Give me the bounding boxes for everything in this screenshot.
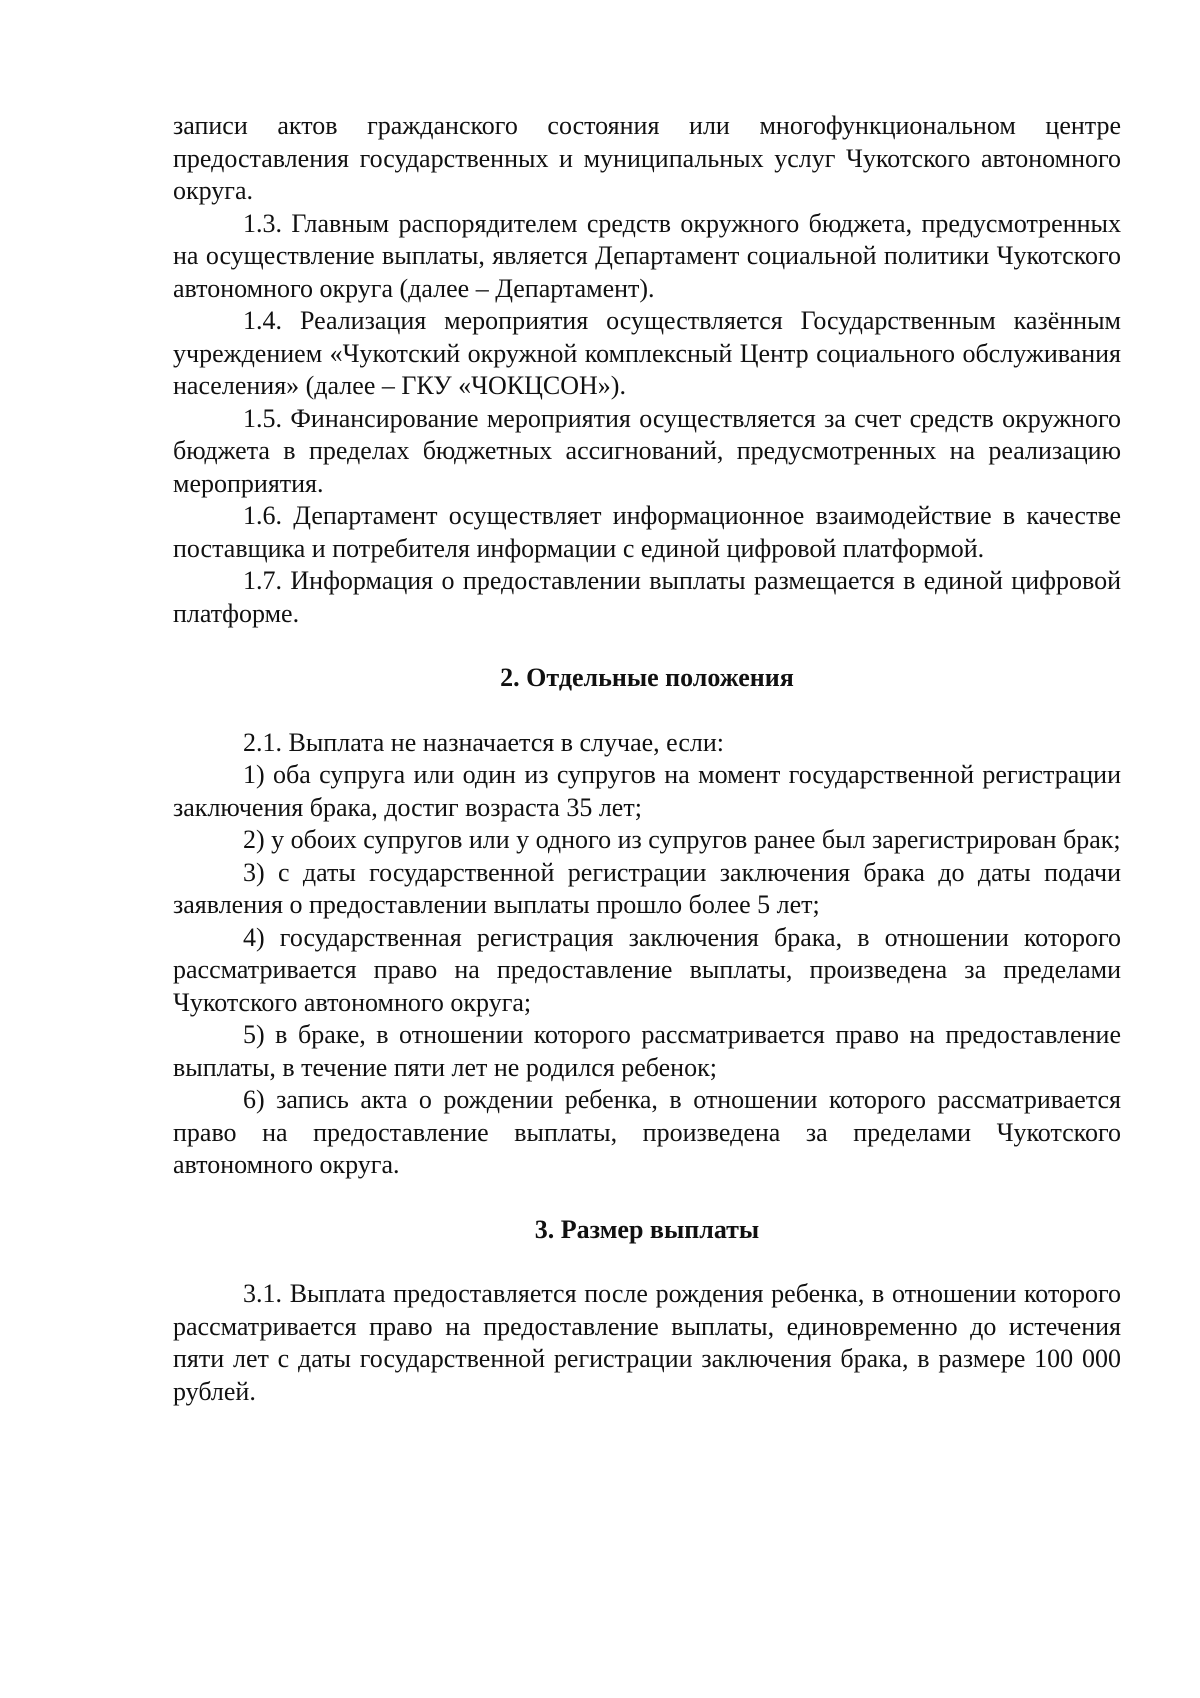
list-item-3: 3) с даты государственной регистрации заключения брака до даты подачи заявления о предоставлении выплаты прошло более 5 лет; [173,857,1121,919]
paragraph-1-5: 1.5. Финансирование мероприятия осуществляется за счет средств окружного бюджета в пределах бюджетных ассигнований, предусмотренных на реализацию мероприятия. [173,403,1121,498]
list-item-2: 2) у обоих супругов или у одного из супругов ранее был зарегистрирован брак; [243,825,1121,854]
paragraph-1-7: 1.7. Информация о предоставлении выплаты размещается в единой цифровой платформе. [173,566,1121,628]
list-item-6: 6) запись акта о рождении ребенка, в отношении которого рассматривается право на предоставление выплаты, произведена за пределами Чукотского автономного округа. [173,1085,1121,1179]
list-item-1: 1) оба супруга или один из супругов на момент государственной регистрации заключения брака, достиг возраста 35 лет; [173,760,1121,822]
list-item-5: 5) в браке, в отношении которого рассматривается право на предоставление выплаты, в течение пяти лет не родился ребенок; [173,1020,1121,1082]
paragraph-1-6: 1.6. Департамент осуществляет информационное взаимодействие в качестве поставщика и потребителя информации с единой цифровой платформой. [173,501,1121,563]
spacer [173,695,1121,727]
paragraph-continuation: записи актов гражданского состояния или многофункциональном центре предоставления государственных и муниципальных услуг Чукотского автономного округа. [173,111,1121,205]
spacer [173,630,1121,662]
section-2-heading: 2. Отдельные положения [500,663,794,692]
spacer [173,1246,1121,1278]
section-3-heading: 3. Размер выплаты [534,1214,760,1244]
list-item-4: 4) государственная регистрация заключения брака, в отношении которого рассматривается право на предоставление выплаты, произведена за пределами Чукотского автономного округа; [173,922,1121,1017]
paragraph-2-1: 2.1. Выплата не назначается в случае, если: [243,727,724,757]
paragraph-1-3: 1.3. Главным распорядителем средств окружного бюджета, предусмотренных на осуществление выплаты, является Департамент социальной политики Чукотского автономного округа (далее – Департамент). [173,208,1121,303]
spacer [173,1182,1121,1214]
document-page [173,110,1121,1408]
paragraph-1-4: 1.4. Реализация мероприятия осуществляется Государственным казённым учреждением «Чукотский окружной комплексный Центр социального обслуживания населения» (далее – ГКУ «ЧОКЦСОН»). [173,306,1121,400]
paragraph-3-1: 3.1. Выплата предоставляется после рождения ребенка, в отношении которого рассматривается право на предоставление выплаты, единовременно до истечения пяти лет с даты государственной регистрации заключения брака, в размере 100 000 рублей. [173,1279,1121,1406]
